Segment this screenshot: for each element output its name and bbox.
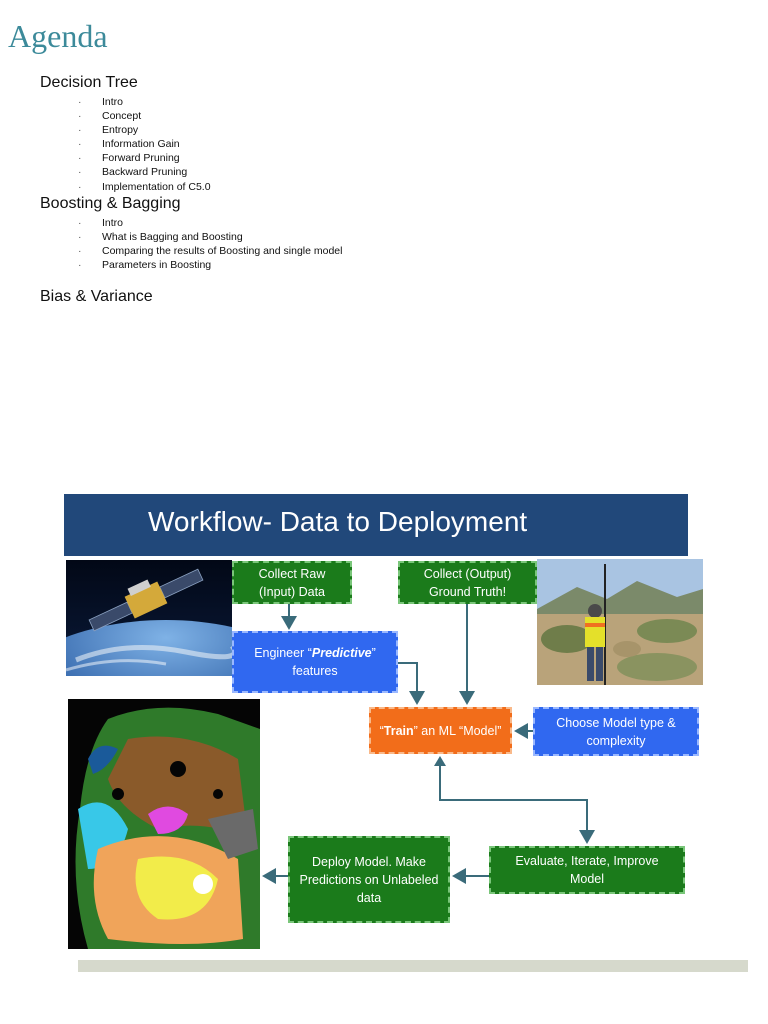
engineer-features-box: Engineer “Predictive” features (232, 631, 398, 693)
section-decision-tree: Decision Tree (40, 74, 138, 91)
list-item: · Backward Pruning (78, 166, 188, 179)
list-item: · Implementation of C5.0 (78, 180, 211, 193)
decision-tree-list (78, 95, 211, 194)
section-boosting-bagging: Boosting & Bagging (40, 195, 181, 212)
list-item: · Intro (78, 96, 124, 108)
list-item: · Parameters in Boosting (78, 259, 212, 272)
choose-model-box: Choose Model type & complexity (533, 707, 699, 756)
satellite-earth-photo (66, 560, 232, 676)
list-item: · Forward Pruning (78, 152, 180, 165)
list-item: · Comparing the results of Boosting and single model (78, 245, 343, 258)
classified-land-map (68, 699, 260, 949)
arrow-evaluate-to-train-head (434, 756, 446, 766)
workflow-title: Workflow- Data to Deployment (148, 506, 528, 537)
evaluate-box: Evaluate, Iterate, Improve Model (489, 846, 685, 894)
field-survey-photo (537, 559, 703, 685)
list-item: · Entropy (78, 124, 139, 137)
collect-raw-box: Collect Raw (Input) Data (232, 561, 352, 604)
arrow-train-to-evaluate (440, 759, 587, 842)
footer-bar (78, 960, 748, 972)
section-bias-variance: Bias & Variance (40, 288, 153, 305)
list-item: · Intro (78, 217, 124, 229)
list-item: · Concept (78, 110, 142, 123)
workflow-header (64, 494, 688, 556)
train-model-box: “Train” an ML “Model” (369, 707, 512, 754)
collect-output-box: Collect (Output) Ground Truth! (398, 561, 537, 604)
list-item: · What is Bagging and Boosting (78, 231, 243, 244)
agenda-title: Agenda (8, 18, 108, 54)
boosting-bagging-list (78, 216, 342, 272)
arrow-engineer-to-train (398, 663, 417, 703)
deploy-model-box: Deploy Model. Make Predictions on Unlabeled data (288, 836, 450, 923)
list-item: · Information Gain (78, 138, 180, 151)
